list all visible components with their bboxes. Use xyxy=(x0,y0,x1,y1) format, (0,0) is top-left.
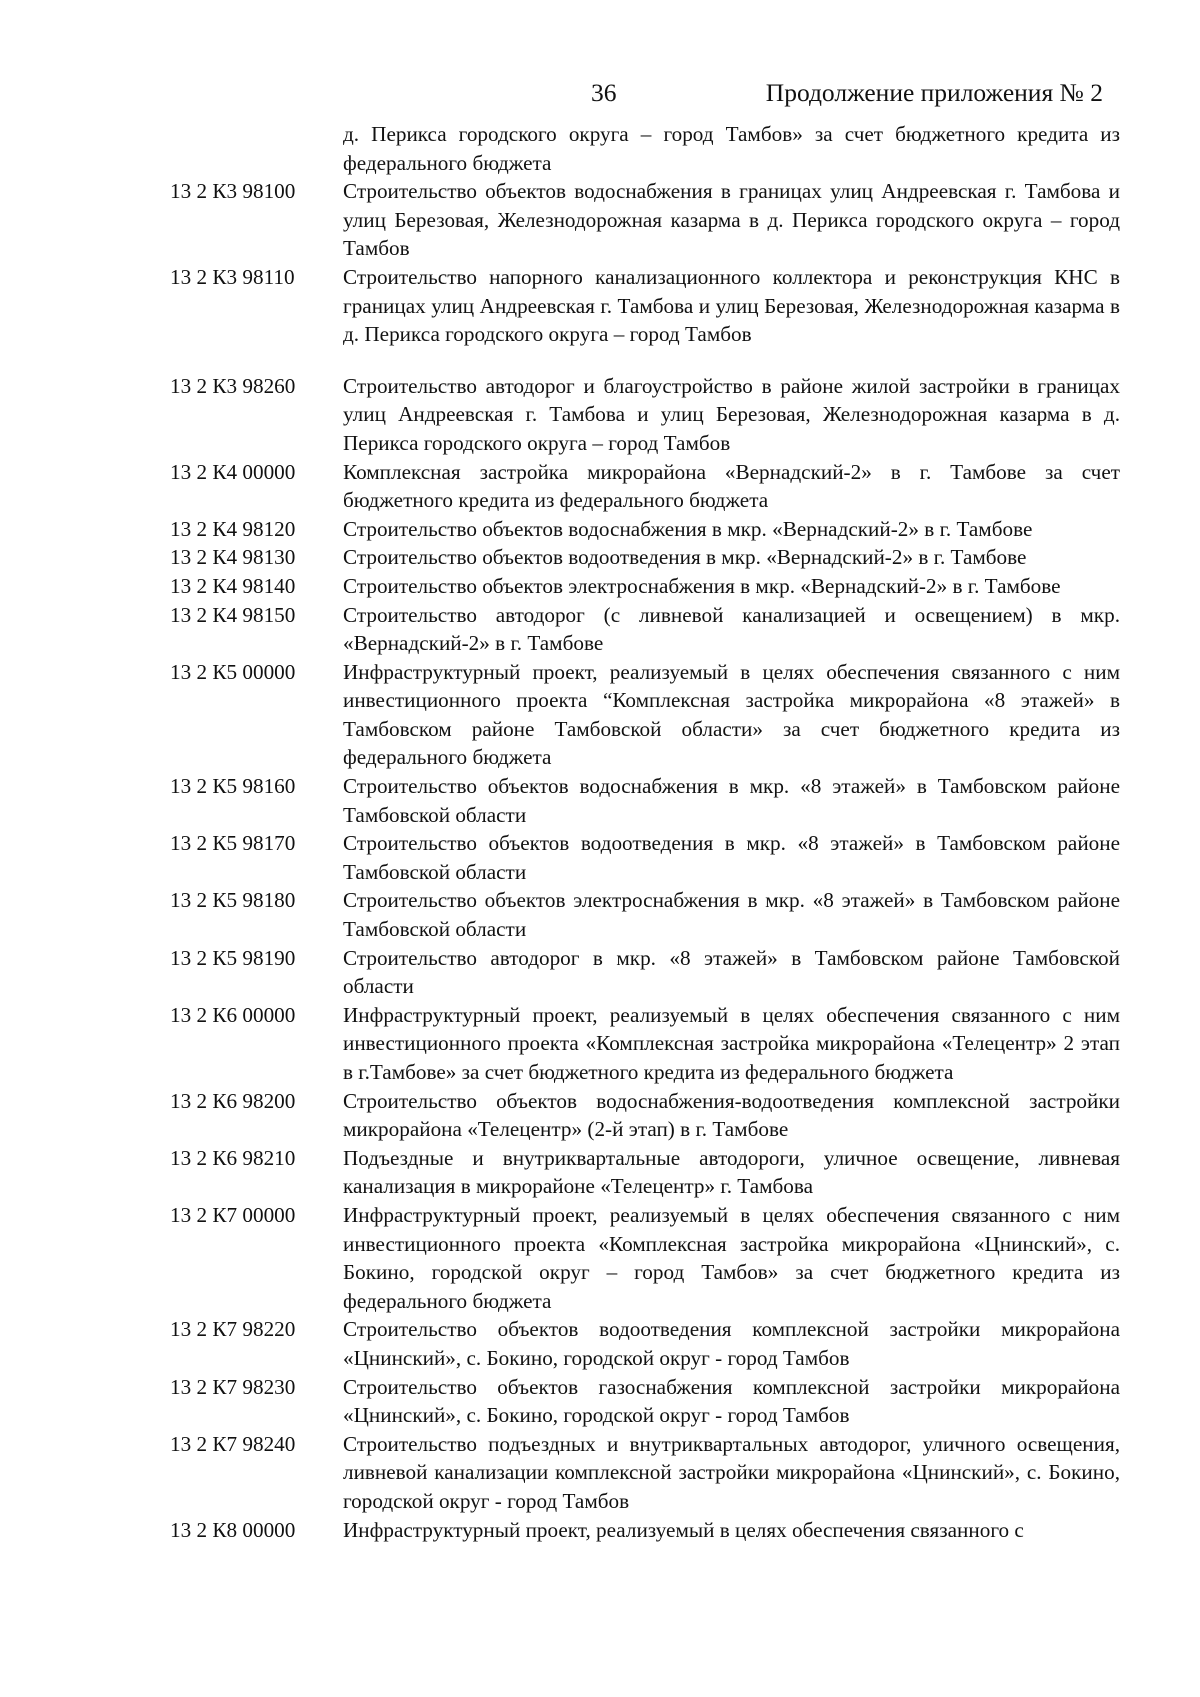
code-entry xyxy=(170,1516,1120,1545)
code-entry xyxy=(170,120,1120,177)
code-entry xyxy=(170,1373,1120,1430)
code-entry xyxy=(170,177,1120,263)
page-header xyxy=(0,78,1200,114)
entry-code: 13 2 К6 98200 xyxy=(170,1088,296,1113)
entry-text: Инфраструктурный проект, реализуемый в целях обеспечения связанного с ним инвестиционного проекта “Комплексная застройка микрорайона «8 этажей» в Тамбовском районе Тамбовской области» за счет бюджетного кредита из федерального бюджета xyxy=(343,659,1120,770)
entry-text: Строительство объектов водоснабжения в мкр. «Вернадский-2» в г. Тамбове xyxy=(343,516,1033,541)
code-list xyxy=(170,120,1120,1544)
entry-code: 13 2 К3 98100 xyxy=(170,179,296,204)
entry-text: Строительство объектов водоснабжения в мкр. «8 этажей» в Тамбовском районе Тамбовской области xyxy=(343,774,1120,827)
entry-code: 13 2 К3 98260 xyxy=(170,373,296,398)
entry-code: 13 2 К6 98210 xyxy=(170,1145,296,1170)
code-entry xyxy=(170,1201,1120,1315)
entry-text: Строительство объектов водоотведения в мкр. «Вернадский-2» в г. Тамбове xyxy=(343,545,1027,570)
entry-text: Строительство объектов водоотведения в мкр. «8 этажей» в Тамбовском районе Тамбовской области xyxy=(343,831,1120,884)
entry-code: 13 2 К8 00000 xyxy=(170,1517,296,1542)
entry-text: Строительство объектов водоснабжения-водоотведения комплексной застройки микрорайона «Телецентр» (2-й этап) в г. Тамбове xyxy=(343,1088,1120,1142)
entry-text: Строительство объектов газоснабжения комплексной застройки микрорайона «Цнинский», с. Бокино, городской округ - город Тамбов xyxy=(343,1374,1120,1428)
entry-code: 13 2 К4 98120 xyxy=(170,516,296,541)
entry-text: Строительство автодорог (с ливневой канализацией и освещением) в мкр. «Вернадский-2» в г. Тамбове xyxy=(343,602,1120,656)
entry-code: 13 2 К5 98190 xyxy=(170,945,296,970)
entry-code: 13 2 К5 00000 xyxy=(170,659,296,684)
entry-code: 13 2 К4 98140 xyxy=(170,573,296,598)
code-entry xyxy=(170,886,1120,943)
entry-text: Инфраструктурный проект, реализуемый в целях обеспечения связанного с ним инвестиционного проекта «Комплексная застройка микрорайона «Телецентр» 2 этап в г.Тамбове» за счет бюджетного кредита из федерального бюджета xyxy=(343,1002,1120,1084)
entry-text: Строительство подъездных и внутриквартальных автодорог, уличного освещения, ливневой канализации комплексной застройки микрорайона «Цнинский», с. Бокино, городской округ - город Тамбов xyxy=(343,1431,1120,1513)
code-entry xyxy=(170,944,1120,1001)
appendix-title: Продолжение приложения № 2 xyxy=(765,78,1103,107)
entry-code: 13 2 К5 98160 xyxy=(170,774,296,799)
entry-code: 13 2 К7 00000 xyxy=(170,1202,296,1227)
code-entry xyxy=(170,1144,1120,1201)
entry-text: Инфраструктурный проект, реализуемый в целях обеспечения связанного с ним инвестиционного проекта «Комплексная застройка микрорайона «Цнинский», с. Бокино, городской округ – город Тамбов» за счет бюджетного кредита из федерального бюджета xyxy=(343,1202,1120,1313)
code-entry xyxy=(170,515,1120,544)
code-entry xyxy=(170,1087,1120,1144)
entry-code: 13 2 К3 98110 xyxy=(170,264,295,289)
entry-code: 13 2 К5 98170 xyxy=(170,831,296,856)
entry-code: 13 2 К5 98180 xyxy=(170,888,296,913)
code-entry xyxy=(170,658,1120,772)
entry-code xyxy=(170,120,343,177)
code-entry xyxy=(170,458,1120,515)
code-entry xyxy=(170,1001,1120,1087)
code-entry xyxy=(170,601,1120,658)
entry-text: д. Перикса городского округа – город Тамбов» за счет бюджетного кредита из федерального бюджета xyxy=(343,122,1120,175)
entry-text: Строительство объектов электроснабжения в мкр. «Вернадский-2» в г. Тамбове xyxy=(343,573,1061,598)
entry-code: 13 2 К6 00000 xyxy=(170,1002,296,1027)
entry-text: Строительство напорного канализационного коллектора и реконструкция КНС в границах улиц Андреевская г. Тамбова и улиц Березовая, Железнодорожная казарма в д. Перикса городского округа – город Тамбов xyxy=(343,264,1120,347)
code-entry xyxy=(170,263,1120,349)
page-number: 36 xyxy=(591,78,617,107)
entry-code: 13 2 К4 00000 xyxy=(170,459,296,484)
code-entry xyxy=(170,829,1120,886)
code-entry xyxy=(170,1315,1120,1372)
entry-text: Строительство объектов электроснабжения в мкр. «8 этажей» в Тамбовском районе Тамбовской области xyxy=(343,888,1120,942)
code-entry xyxy=(170,572,1120,601)
entry-text: Строительство автодорог в мкр. «8 этажей» в Тамбовском районе Тамбовской области xyxy=(343,945,1120,999)
code-entry xyxy=(170,543,1120,572)
code-entry xyxy=(170,772,1120,829)
code-entry xyxy=(170,1430,1120,1516)
entry-text: Строительство объектов водоотведения комплексной застройки микрорайона «Цнинский», с. Бокино, городской округ - город Тамбов xyxy=(343,1317,1120,1370)
entry-code: 13 2 К4 98150 xyxy=(170,602,296,627)
entry-code: 13 2 К7 98230 xyxy=(170,1374,296,1399)
entry-text: Подъездные и внутриквартальные автодороги, уличное освещение, ливневая канализация в микрорайоне «Телецентр» г. Тамбова xyxy=(343,1145,1120,1199)
entry-text: Комплексная застройка микрорайона «Вернадский-2» в г. Тамбове за счет бюджетного кредита из федерального бюджета xyxy=(343,459,1120,513)
code-entry xyxy=(170,372,1120,458)
entry-text: Строительство автодорог и благоустройство в районе жилой застройки в границах улиц Андреевская г. Тамбова и улиц Березовая, Железнодорожная казарма в д. Перикса городского округа – город Тамбов xyxy=(343,373,1120,455)
entry-code: 13 2 К4 98130 xyxy=(170,545,296,570)
entry-text: Строительство объектов водоснабжения в границах улиц Андреевская г. Тамбова и улиц Березовая, Железнодорожная казарма в д. Перикса городского округа – город Тамбов xyxy=(343,179,1120,261)
entry-text: Инфраструктурный проект, реализуемый в целях обеспечения связанного с xyxy=(343,1517,1024,1542)
entry-code: 13 2 К7 98240 xyxy=(170,1431,296,1456)
entry-code: 13 2 К7 98220 xyxy=(170,1317,296,1342)
